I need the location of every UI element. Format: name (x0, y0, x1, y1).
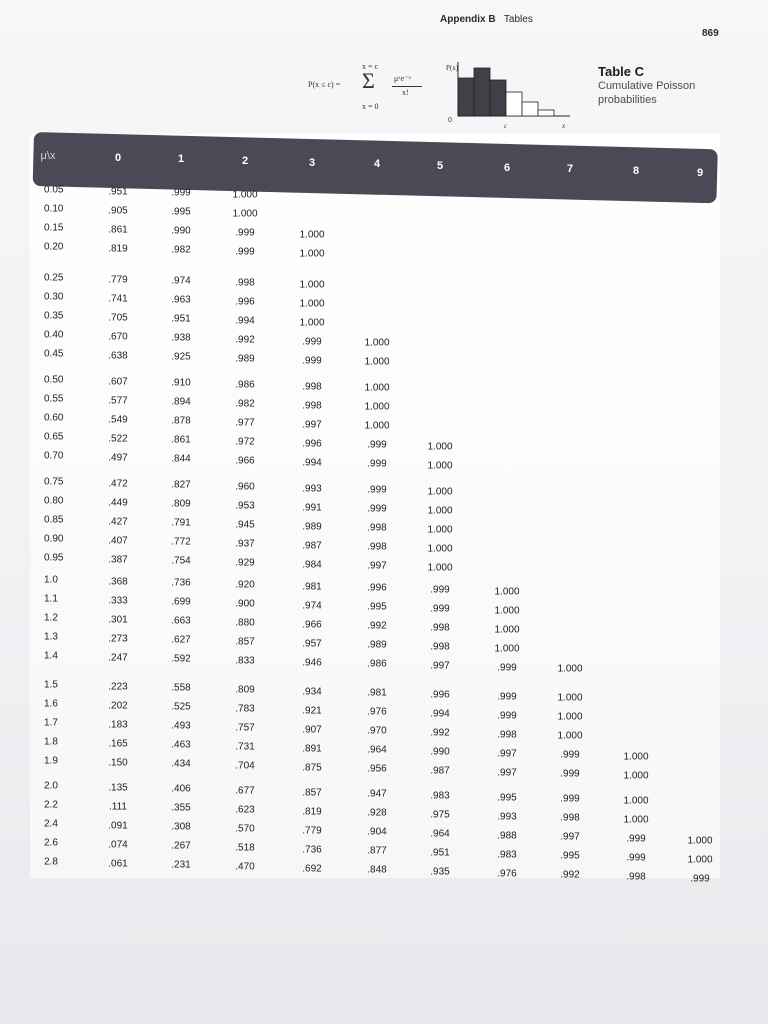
cumulative-probability: .705 (108, 312, 128, 324)
cumulative-probability: .964 (430, 828, 450, 840)
cumulative-probability: .994 (235, 315, 255, 327)
cumulative-probability: .570 (235, 823, 255, 835)
cumulative-probability: .977 (235, 417, 255, 429)
mu-value: 0.45 (44, 348, 64, 360)
cumulative-probability: .736 (171, 577, 191, 589)
appendix-label: Appendix B (440, 14, 496, 25)
cumulative-probability: .999 (171, 187, 191, 199)
cumulative-probability: .731 (235, 741, 255, 753)
cumulative-probability: .999 (430, 584, 450, 596)
mu-value: 0.90 (44, 533, 64, 545)
cumulative-probability: .449 (108, 497, 128, 509)
cumulative-probability: .779 (108, 274, 128, 286)
cumulative-probability: .996 (235, 296, 255, 308)
cumulative-probability: 1.000 (557, 692, 583, 704)
cumulative-probability: .522 (108, 433, 128, 445)
column-header-x-2: 2 (241, 155, 249, 168)
cumulative-probability: .998 (430, 622, 450, 634)
mu-value: 0.60 (44, 412, 64, 424)
cumulative-probability: .938 (171, 332, 191, 344)
cumulative-probability: 1.000 (494, 643, 520, 655)
cumulative-probability: .704 (235, 760, 255, 772)
cumulative-probability: .150 (108, 757, 128, 769)
cumulative-probability: 1.000 (427, 486, 453, 498)
cumulative-probability: .997 (497, 748, 517, 760)
cumulative-probability: .333 (108, 595, 128, 607)
cumulative-probability: .998 (302, 400, 322, 412)
cumulative-probability: .999 (560, 749, 580, 761)
cumulative-probability: .999 (560, 768, 580, 780)
mu-value: 0.05 (44, 184, 64, 196)
cumulative-probability: .988 (497, 830, 517, 842)
cumulative-probability: .999 (560, 793, 580, 805)
cumulative-probability: 1.000 (494, 586, 520, 598)
cumulative-probability: 1.000 (427, 460, 453, 472)
cumulative-probability: .976 (367, 706, 387, 718)
mu-value: 1.2 (44, 612, 58, 624)
cumulative-probability: .699 (171, 596, 191, 608)
cumulative-probability: .894 (171, 396, 191, 408)
cumulative-probability: 1.000 (299, 279, 325, 291)
histogram-y-label: P(x) (446, 64, 459, 72)
cumulative-probability: .900 (235, 598, 255, 610)
cumulative-probability: .827 (171, 479, 191, 491)
cumulative-probability: .907 (302, 724, 322, 736)
cumulative-histogram-illustration (440, 56, 580, 130)
cumulative-probability: .183 (108, 719, 128, 731)
cumulative-probability: 1.000 (557, 730, 583, 742)
cumulative-probability: .861 (171, 434, 191, 446)
cumulative-probability: .910 (171, 377, 191, 389)
cumulative-probability: .623 (235, 804, 255, 816)
mu-value: 1.4 (44, 650, 58, 662)
cumulative-probability: .989 (302, 521, 322, 533)
mu-value: 0.35 (44, 310, 64, 322)
cumulative-probability: .999 (497, 691, 517, 703)
cumulative-probability: .999 (302, 336, 322, 348)
cumulative-probability: .993 (302, 483, 322, 495)
cumulative-probability: .833 (235, 655, 255, 667)
table-title: Table C (598, 64, 644, 79)
mu-value: 0.40 (44, 329, 64, 341)
cumulative-probability: .231 (171, 859, 191, 871)
cumulative-probability: .472 (108, 478, 128, 490)
cumulative-probability: .406 (171, 783, 191, 795)
cumulative-probability: .994 (302, 457, 322, 469)
cumulative-probability: .992 (430, 727, 450, 739)
mu-value: 1.7 (44, 717, 58, 729)
mu-value: 1.9 (44, 755, 58, 767)
mu-value: 0.15 (44, 222, 64, 234)
cumulative-probability: 1.000 (494, 624, 520, 636)
mu-value: 2.6 (44, 837, 58, 849)
cumulative-probability: .999 (626, 852, 646, 864)
cumulative-probability: 1.000 (364, 382, 390, 394)
cumulative-probability: .996 (302, 438, 322, 450)
cumulative-probability: 1.000 (427, 441, 453, 453)
cumulative-probability: .844 (171, 453, 191, 465)
cumulative-probability: .997 (560, 831, 580, 843)
cumulative-probability: .135 (108, 782, 128, 794)
cumulative-probability: .387 (108, 554, 128, 566)
cumulative-probability: .861 (108, 224, 128, 236)
cumulative-probability: .493 (171, 720, 191, 732)
cumulative-probability: .986 (235, 379, 255, 391)
cumulative-probability: .991 (302, 502, 322, 514)
cumulative-probability: 1.000 (687, 854, 713, 866)
column-header-x-6: 6 (503, 161, 511, 174)
mu-value: 1.3 (44, 631, 58, 643)
cumulative-probability: .999 (367, 439, 387, 451)
cumulative-probability: .994 (430, 708, 450, 720)
cumulative-probability: .592 (171, 653, 191, 665)
cumulative-probability: .434 (171, 758, 191, 770)
cumulative-probability: .970 (367, 725, 387, 737)
mu-value: 1.8 (44, 736, 58, 748)
cumulative-probability: .819 (108, 243, 128, 255)
column-header-x-9: 9 (696, 166, 704, 179)
cumulative-probability: .525 (171, 701, 191, 713)
cumulative-probability: .996 (367, 582, 387, 594)
cumulative-probability: .935 (430, 866, 450, 878)
mu-value: 0.70 (44, 450, 64, 462)
mu-value: 0.50 (44, 374, 64, 386)
cumulative-probability: .998 (367, 522, 387, 534)
cumulative-probability: .966 (302, 619, 322, 631)
cumulative-probability: 1.000 (494, 605, 520, 617)
cumulative-probability: .877 (367, 845, 387, 857)
mu-value: 0.25 (44, 272, 64, 284)
mu-value: 2.4 (44, 818, 58, 830)
cumulative-probability: .983 (497, 849, 517, 861)
cumulative-probability: .308 (171, 821, 191, 833)
cumulative-probability: .966 (235, 455, 255, 467)
cumulative-probability: .999 (626, 833, 646, 845)
column-header-mu-x: μ\x (40, 150, 56, 162)
cumulative-probability: .953 (235, 500, 255, 512)
section-label: Tables (503, 14, 533, 25)
cumulative-probability: .974 (302, 600, 322, 612)
column-header-x-8: 8 (632, 165, 640, 178)
cumulative-probability: .670 (108, 331, 128, 343)
cumulative-probability: .929 (235, 557, 255, 569)
cumulative-probability: .998 (367, 541, 387, 553)
mu-value: 0.30 (44, 291, 64, 303)
cumulative-probability: .998 (626, 871, 646, 883)
mu-value: 0.65 (44, 431, 64, 443)
cumulative-probability: .997 (367, 560, 387, 572)
mu-value: 0.85 (44, 514, 64, 526)
cumulative-probability: .920 (235, 579, 255, 591)
running-header (440, 14, 533, 25)
cumulative-probability: 1.000 (232, 189, 258, 201)
cumulative-probability: .904 (367, 826, 387, 838)
cumulative-probability: .497 (108, 452, 128, 464)
cumulative-probability: .779 (302, 825, 322, 837)
cumulative-probability: .607 (108, 376, 128, 388)
cumulative-probability: .928 (367, 807, 387, 819)
cumulative-probability: 1.000 (557, 663, 583, 675)
cumulative-probability: .074 (108, 839, 128, 851)
cumulative-probability: .638 (108, 350, 128, 362)
mu-value: 0.80 (44, 495, 64, 507)
cumulative-probability: 1.000 (364, 337, 390, 349)
cumulative-probability: .976 (497, 868, 517, 880)
cumulative-probability: .999 (497, 710, 517, 722)
cumulative-probability: .992 (560, 869, 580, 881)
cumulative-probability: .463 (171, 739, 191, 751)
cumulative-probability: .972 (235, 436, 255, 448)
cumulative-probability: .772 (171, 536, 191, 548)
cumulative-probability: .663 (171, 615, 191, 627)
cumulative-probability: .995 (171, 206, 191, 218)
mu-value: 1.1 (44, 593, 58, 605)
cumulative-probability: .202 (108, 700, 128, 712)
mu-value: 1.5 (44, 679, 58, 691)
cumulative-probability: .998 (497, 729, 517, 741)
cumulative-probability: 1.000 (687, 835, 713, 847)
column-header-x-1: 1 (177, 153, 185, 166)
cumulative-probability: .999 (367, 503, 387, 515)
mu-value: 2.2 (44, 799, 58, 811)
cumulative-probability: .925 (171, 351, 191, 363)
mu-value: 1.0 (44, 574, 58, 586)
cumulative-probability: .783 (235, 703, 255, 715)
cumulative-probability: .997 (430, 660, 450, 672)
cumulative-probability: .880 (235, 617, 255, 629)
cumulative-probability: .963 (171, 294, 191, 306)
cumulative-probability: .368 (108, 576, 128, 588)
cumulative-probability: .995 (367, 601, 387, 613)
cumulative-probability: .981 (367, 687, 387, 699)
mu-value: 0.20 (44, 241, 64, 253)
cumulative-probability: 1.000 (427, 562, 453, 574)
cumulative-probability: .857 (302, 787, 322, 799)
cumulative-probability: .984 (302, 559, 322, 571)
cumulative-probability: 1.000 (364, 356, 390, 368)
cumulative-probability: .964 (367, 744, 387, 756)
cumulative-probability: .981 (302, 581, 322, 593)
mu-value: 1.6 (44, 698, 58, 710)
formula-fraction-bar (392, 86, 422, 87)
cumulative-probability: .974 (171, 275, 191, 287)
mu-value: 0.75 (44, 476, 64, 488)
table-subtitle-line2: probabilities (598, 94, 657, 106)
cumulative-probability: .518 (235, 842, 255, 854)
formula-denominator: x! (402, 88, 409, 97)
cumulative-probability: .091 (108, 820, 128, 832)
cumulative-probability: .301 (108, 614, 128, 626)
cumulative-probability: .998 (430, 641, 450, 653)
cumulative-probability: .997 (302, 419, 322, 431)
column-header-x-4: 4 (373, 158, 381, 171)
poisson-formula (308, 58, 438, 118)
cumulative-probability: .999 (367, 484, 387, 496)
cumulative-probability: .987 (302, 540, 322, 552)
histogram-origin: 0 (448, 117, 452, 124)
cumulative-probability: 1.000 (364, 401, 390, 413)
cumulative-probability: 1.000 (427, 524, 453, 536)
cumulative-probability: .848 (367, 864, 387, 876)
cumulative-probability: .990 (171, 225, 191, 237)
cumulative-probability: .627 (171, 634, 191, 646)
cumulative-probability: .946 (302, 657, 322, 669)
cumulative-probability: .997 (497, 767, 517, 779)
cumulative-probability: .998 (235, 277, 255, 289)
cumulative-probability: .905 (108, 205, 128, 217)
cumulative-probability: .992 (235, 334, 255, 346)
cumulative-probability: .677 (235, 785, 255, 797)
cumulative-probability: .558 (171, 682, 191, 694)
cumulative-probability: .470 (235, 861, 255, 873)
cumulative-probability: 1.000 (299, 229, 325, 241)
cumulative-probability: .061 (108, 858, 128, 870)
cumulative-probability: .957 (302, 638, 322, 650)
cumulative-probability: .951 (108, 186, 128, 198)
cumulative-probability: .692 (302, 863, 322, 875)
cumulative-probability: 1.000 (299, 317, 325, 329)
cumulative-probability: 1.000 (557, 711, 583, 723)
cumulative-probability: .937 (235, 538, 255, 550)
column-header-x-0: 0 (114, 151, 122, 164)
cumulative-probability: .947 (367, 788, 387, 800)
cumulative-probability: .993 (497, 811, 517, 823)
cumulative-probability: .934 (302, 686, 322, 698)
cumulative-probability: .577 (108, 395, 128, 407)
formula-lhs: P(x ≤ c) = (308, 80, 341, 89)
table-caption (598, 64, 695, 107)
cumulative-probability: 1.000 (364, 420, 390, 432)
formula-upper-limit: x = c (362, 62, 379, 71)
cumulative-probability: .741 (108, 293, 128, 305)
cumulative-probability: .990 (430, 746, 450, 758)
cumulative-probability: .951 (171, 313, 191, 325)
cumulative-probability: 1.000 (623, 814, 649, 826)
cumulative-probability: .809 (235, 684, 255, 696)
cumulative-probability: .987 (430, 765, 450, 777)
cumulative-probability: .878 (171, 415, 191, 427)
mu-value: 2.0 (44, 780, 58, 792)
cumulative-probability: .427 (108, 516, 128, 528)
cumulative-probability: .223 (108, 681, 128, 693)
cumulative-probability: 1.000 (623, 770, 649, 782)
mu-value: 2.8 (44, 856, 58, 868)
cumulative-probability: .998 (302, 381, 322, 393)
cumulative-probability: .999 (302, 355, 322, 367)
mu-value: 0.10 (44, 203, 64, 215)
cumulative-probability: .273 (108, 633, 128, 645)
cumulative-probability: 1.000 (427, 543, 453, 555)
cumulative-probability: .982 (171, 244, 191, 256)
cumulative-probability: .986 (367, 658, 387, 670)
cumulative-probability: .989 (367, 639, 387, 651)
cumulative-probability: .247 (108, 652, 128, 664)
cumulative-probability: .982 (235, 398, 255, 410)
cumulative-probability: 1.000 (232, 208, 258, 220)
cumulative-probability: .998 (560, 812, 580, 824)
formula-sigma: Σ (362, 68, 375, 93)
cumulative-probability: .857 (235, 636, 255, 648)
cumulative-probability: .267 (171, 840, 191, 852)
cumulative-probability: .983 (430, 790, 450, 802)
cumulative-probability: .989 (235, 353, 255, 365)
cumulative-probability: .999 (235, 246, 255, 258)
cumulative-probability: .992 (367, 620, 387, 632)
column-header-x-5: 5 (436, 160, 444, 173)
column-header-x-7: 7 (566, 163, 574, 176)
cumulative-probability: 1.000 (623, 751, 649, 763)
histogram-c-label: c (504, 122, 508, 130)
cumulative-probability: .809 (171, 498, 191, 510)
cumulative-probability: .165 (108, 738, 128, 750)
cumulative-probability: .999 (430, 603, 450, 615)
cumulative-probability: .736 (302, 844, 322, 856)
mu-value: 0.55 (44, 393, 64, 405)
cumulative-probability: .819 (302, 806, 322, 818)
cumulative-probability: .999 (497, 662, 517, 674)
column-header-x-3: 3 (308, 156, 316, 169)
cumulative-probability: .999 (235, 227, 255, 239)
cumulative-probability: .875 (302, 762, 322, 774)
cumulative-probability: .975 (430, 809, 450, 821)
formula-lower-limit: x = 0 (362, 102, 379, 111)
page-number: 869 (702, 28, 719, 39)
cumulative-probability: .956 (367, 763, 387, 775)
cumulative-probability: .549 (108, 414, 128, 426)
cumulative-probability: 1.000 (299, 248, 325, 260)
formula-numerator: μˣe⁻ᵘ (394, 74, 411, 83)
cumulative-probability: .999 (690, 873, 710, 885)
cumulative-probability: .355 (171, 802, 191, 814)
cumulative-probability: .791 (171, 517, 191, 529)
cumulative-probability: .996 (430, 689, 450, 701)
cumulative-probability: .960 (235, 481, 255, 493)
cumulative-probability: .995 (497, 792, 517, 804)
cumulative-probability: .757 (235, 722, 255, 734)
cumulative-probability: 1.000 (427, 505, 453, 517)
cumulative-probability: .945 (235, 519, 255, 531)
cumulative-probability: .999 (367, 458, 387, 470)
cumulative-probability: .995 (560, 850, 580, 862)
cumulative-probability: .951 (430, 847, 450, 859)
cumulative-probability: 1.000 (623, 795, 649, 807)
cumulative-probability: .407 (108, 535, 128, 547)
cumulative-probability: .754 (171, 555, 191, 567)
table-subtitle-line1: Cumulative Poisson (598, 80, 696, 92)
cumulative-probability: .891 (302, 743, 322, 755)
histogram-x-label: x (562, 122, 566, 130)
cumulative-probability: .921 (302, 705, 322, 717)
cumulative-probability: 1.000 (299, 298, 325, 310)
mu-value: 0.95 (44, 552, 64, 564)
cumulative-probability: .111 (109, 801, 127, 813)
